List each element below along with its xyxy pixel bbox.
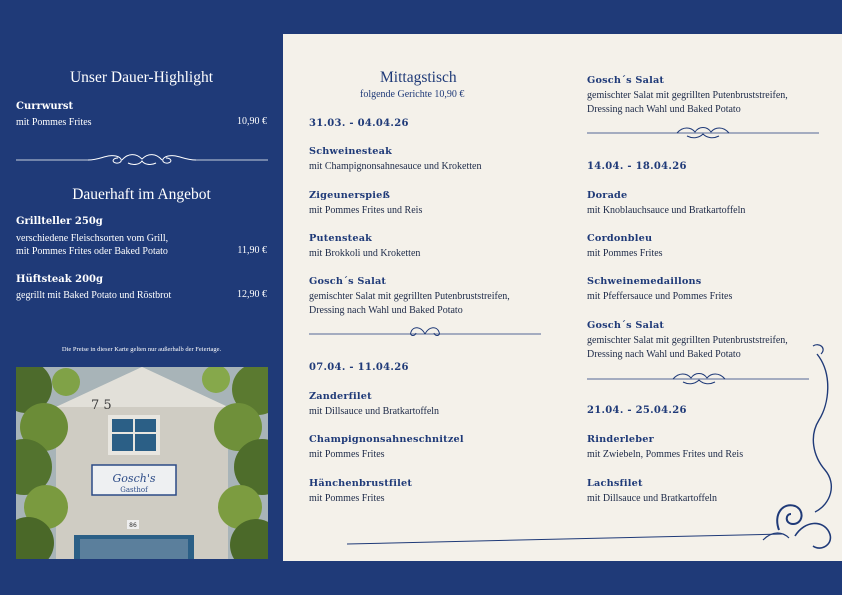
lunch-subtitle: folgende Gerichte 10,90 € <box>360 89 465 100</box>
week-date: 14.04. - 18.04.26 <box>587 161 687 172</box>
dish-desc: gemischter Salat mit gegrillten Putenbruststreifen, <box>587 335 788 346</box>
dish-desc: gemischter Salat mit gegrillten Putenbruststreifen, <box>587 90 788 101</box>
permanent-title: Dauerhaft im Angebot <box>72 186 211 203</box>
dish-name: Rinderleber <box>587 434 654 445</box>
week-date: 21.04. - 25.04.26 <box>587 405 687 416</box>
dish-desc: mit Knoblauchsauce und Bratkartoffeln <box>587 205 746 216</box>
dish-name: Gosch´s Salat <box>587 320 665 331</box>
permanent-item-name: Hüftsteak 200g <box>16 274 104 285</box>
dish-desc: gemischter Salat mit gegrillten Putenbruststreifen, <box>309 291 510 302</box>
ornament-divider-icon <box>16 150 268 170</box>
dish-desc: mit Champignonsahnesauce und Kroketten <box>309 161 482 172</box>
permanent-item-price: 11,90 € <box>237 245 267 256</box>
dish-name: Gosch´s Salat <box>309 276 387 287</box>
dish-name: Zigeunerspieß <box>309 190 391 201</box>
ornament-divider-icon <box>587 124 819 140</box>
dish-name: Dorade <box>587 190 628 201</box>
dish-name: Putensteak <box>309 233 373 244</box>
price-note: Die Preise in dieser Karte gelten nur außerhalb der Feiertage. <box>61 346 222 353</box>
dish-desc: mit Dillsauce und Bratkartoffeln <box>587 493 718 504</box>
svg-text:Gosch's: Gosch's <box>112 472 156 485</box>
dish-desc: mit Pommes Frites und Reis <box>309 205 423 216</box>
left-panel <box>0 0 283 595</box>
permanent-item-desc: mit Pommes Frites oder Baked Potato <box>16 246 168 257</box>
svg-text:86: 86 <box>129 522 137 529</box>
dish-desc: mit Pommes Frites <box>587 248 663 259</box>
dish-desc: Dressing nach Wahl und Baked Potato <box>309 305 463 316</box>
dish-desc: mit Dillsauce und Bratkartoffeln <box>309 406 440 417</box>
highlight-item-name: Currwurst <box>16 101 74 112</box>
lunch-title: Mittagstisch <box>380 69 457 86</box>
dish-desc: Dressing nach Wahl und Baked Potato <box>587 104 741 115</box>
dish-name: Zanderfilet <box>309 391 372 402</box>
dish-name: Schweinemedaillons <box>587 276 702 287</box>
dish-name: Lachsfilet <box>587 478 643 489</box>
highlight-title: Unser Dauer-Highlight <box>69 69 214 86</box>
highlight-item-desc: mit Pommes Frites <box>16 117 92 128</box>
dish-name: Schweinesteak <box>309 146 393 157</box>
highlight-item-price: 10,90 € <box>237 116 267 127</box>
permanent-item-desc: verschiedene Fleischsorten vom Grill, <box>16 233 169 244</box>
dish-name: Champignonsahneschnitzel <box>309 434 464 445</box>
restaurant-photo <box>16 367 268 559</box>
svg-text:7 5: 7 5 <box>91 398 112 413</box>
week-date: 07.04. - 11.04.26 <box>309 362 409 373</box>
dish-name: Gosch´s Salat <box>587 75 665 86</box>
dish-desc: mit Pommes Frites <box>309 449 385 460</box>
dish-desc: mit Pommes Frites <box>309 493 385 504</box>
permanent-item-name: Grillteller 250g <box>16 216 103 227</box>
dish-desc: Dressing nach Wahl und Baked Potato <box>587 349 741 360</box>
dish-desc: mit Zwiebeln, Pommes Frites und Reis <box>587 449 744 460</box>
dish-desc: mit Pfeffersauce und Pommes Frites <box>587 291 733 302</box>
week-date: 31.03. - 04.04.26 <box>309 118 409 129</box>
lunch-menu-panel <box>283 34 842 561</box>
permanent-item-desc: gegrillt mit Baked Potato und Röstbrot <box>16 290 172 301</box>
permanent-item-price: 12,90 € <box>237 289 267 300</box>
svg-text:Gasthof: Gasthof <box>120 486 148 494</box>
dish-name: Hänchenbrustfilet <box>309 478 413 489</box>
dish-name: Cordonbleu <box>587 233 653 244</box>
dish-desc: mit Brokkoli und Kroketten <box>309 248 421 259</box>
corner-flourish-icon <box>343 324 842 561</box>
